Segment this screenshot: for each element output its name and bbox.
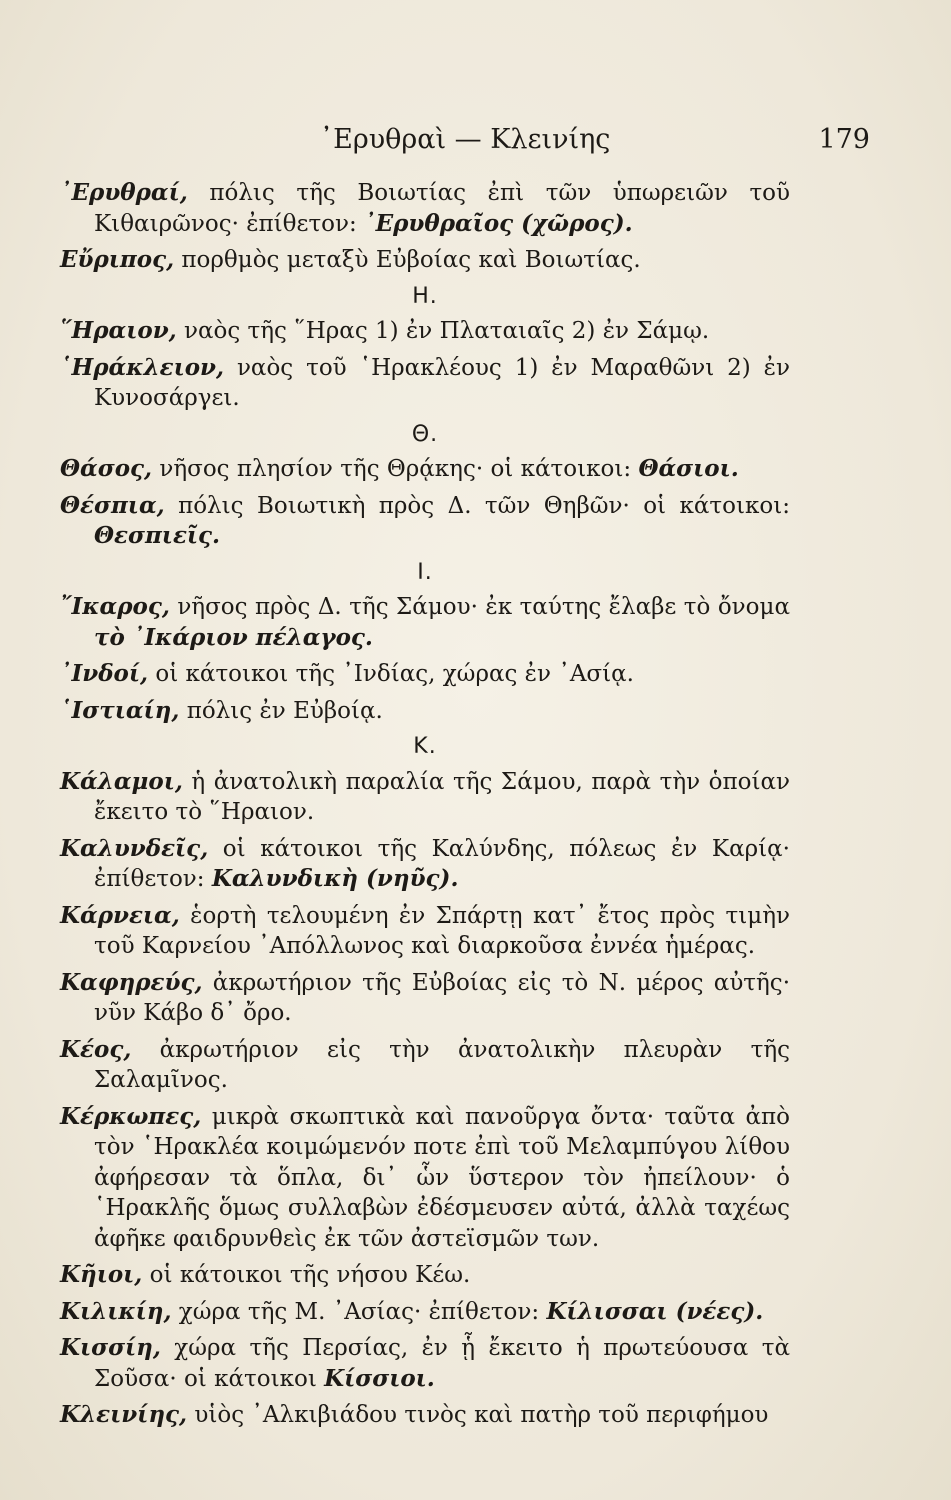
entry-description: νῆσος πλησίον τῆς Θρᾴκης· οἱ κάτοικοι:: [152, 456, 639, 482]
glossary-entry: [60, 968, 790, 1029]
glossary-entry: [60, 1297, 790, 1328]
entry-description: πόλις ἐν Εὐβοίᾳ.: [179, 697, 383, 724]
entry-term: Κέρκωπες,: [60, 1102, 202, 1130]
glossary-entry: [60, 1102, 790, 1255]
entry-term: Εὔριπος,: [60, 246, 175, 273]
entry-term: Καλυνδεῖς,: [60, 834, 209, 862]
entry-description: πορθμὸς μεταξὺ Εὐβοίας καὶ Βοιωτίας.: [174, 247, 641, 273]
entry-description: πόλις τῆς Βοιωτίας ἐπὶ τῶν ὑπωρειῶν τοῦ Κιθαιρῶνος· ἐπίθετον:: [94, 180, 790, 237]
entry-description: μικρὰ σκωπτικὰ καὶ πανοῦργα ὄντα· ταῦτα ἀπὸ τὸν ῾Ηρακλέα κοιμώμενόν ποτε ἐπὶ τοῦ Μελαμπύγου λίθου ἀφήρεσαν τὰ ὅπλα, δι᾽ ὧν ὕστερον τὸν ἠπείλουν· ὁ ῾Ηρακλῆς ὅμως συλλαβὼν ἐδέσμευσεν αὐτά, ἀλλὰ ταχέως ἀφῆκε φαιδρυνθεὶς ἐκ τῶν ἀστεϊσμῶν των.: [94, 1103, 790, 1252]
glossary-entry: [60, 178, 790, 239]
glossary-entry: [60, 491, 790, 552]
entry-term: ᾽Ινδοί,: [60, 660, 149, 687]
entry-term: Κισσίη,: [60, 1334, 161, 1361]
entry-term: Θάσος,: [60, 455, 153, 482]
running-title: ᾽Ερυθραὶ — Κλεινίης: [319, 124, 611, 155]
entry-term: Θέσπια,: [60, 491, 165, 519]
entry-description: οἱ κάτοικοι τῆς ᾽Ινδίας, χώρας ἐν ᾽Ασίᾳ.: [148, 661, 634, 687]
entry-description: ἑορτὴ τελουμένη ἐν Σπάρτῃ κατ᾽ ἔτος πρὸς τιμὴν τοῦ Καρνείου ᾽Απόλλωνος καὶ διαρκοῦσα ἐννέα ἡμέρας.: [94, 902, 790, 959]
page-number: 179: [818, 124, 870, 155]
section-letter: Κ.: [413, 734, 437, 759]
entry-term: Κλεινίης,: [60, 1401, 188, 1428]
entry-description: ναὸς τοῦ ῾Ηρακλέους 1) ἐν Μαραθῶνι 2) ἐν Κυνοσάργει.: [94, 354, 790, 411]
glossary-entry: [60, 316, 790, 347]
entry-term: ῞Ηραιον,: [60, 317, 177, 344]
entry-gloss: τὸ ᾽Ικάριον πέλαγος.: [94, 623, 373, 651]
glossary-entry: [60, 1400, 790, 1431]
glossary-entry: [60, 696, 790, 727]
entry-gloss: Κίλισσαι (νέες).: [546, 1297, 764, 1325]
glossary-body: [60, 178, 790, 1437]
entry-description: οἱ κάτοικοι τῆς Καλύνδης, πόλεως ἐν Καρίᾳ· ἐπίθετον:: [94, 835, 790, 892]
entry-term: ῎Ικαρος,: [60, 593, 170, 620]
entry-term: Κιλικίη,: [60, 1297, 172, 1325]
section-letter: Ι.: [417, 559, 433, 585]
glossary-entry: [60, 834, 790, 895]
entry-description: χώρα τῆς Περσίας, ἐν ᾗ ἔκειτο ἡ πρωτεύουσα τὰ Σοῦσα· οἱ κάτοικοι: [94, 1335, 790, 1392]
entry-description: ἡ ἀνατολικὴ παραλία τῆς Σάμου, παρὰ τὴν ὁποίαν ἔκειτο τὸ ῞Ηραιον.: [94, 768, 790, 825]
entry-gloss: ᾽Ερυθραῖος (χῶρος).: [364, 209, 633, 237]
glossary-entry: [60, 659, 790, 690]
entry-term: Κῆιοι,: [60, 1261, 143, 1288]
entry-gloss: Θάσιοι.: [638, 455, 739, 482]
glossary-entry: [60, 901, 790, 962]
glossary-entry: [60, 1260, 790, 1291]
entry-description: ἀκρωτήριον εἰς τὴν ἀνατολικὴν πλευρὰν τῆς Σαλαμῖνος.: [94, 1036, 790, 1093]
entry-gloss: Καλυνδικὴ (νηῦς).: [211, 865, 459, 892]
entry-description: ἀκρωτήριον τῆς Εὐβοίας εἰς τὸ Ν. μέρος αὐτῆς· νῦν Κάβο δ᾽ ὄρο.: [94, 969, 790, 1026]
entry-term: Κάλαμοι,: [60, 767, 183, 795]
section-letter: Θ.: [411, 421, 439, 447]
entry-term: Κέος,: [60, 1035, 132, 1063]
entry-term: Κάρνεια,: [60, 901, 180, 929]
entry-term: ᾽Ερυθραί,: [60, 179, 188, 206]
glossary-entry: [60, 767, 790, 828]
entry-gloss: Θεσπιεῖς.: [94, 522, 221, 549]
page-header: [60, 118, 870, 162]
entry-term: ῾Ιστιαίη,: [60, 696, 180, 724]
entry-description: υἱὸς ᾽Αλκιβιάδου τινὸς καὶ πατὴρ τοῦ περιφήμου: [187, 1402, 769, 1428]
glossary-entry: [60, 1333, 790, 1394]
entry-description: χώρα τῆς Μ. ᾽Ασίας· ἐπίθετον:: [171, 1298, 547, 1325]
section-letter: Η.: [412, 283, 438, 309]
glossary-entry: [60, 245, 790, 276]
glossary-entry: [60, 353, 790, 414]
entry-description: οἱ κάτοικοι τῆς νήσου Κέω.: [142, 1262, 471, 1288]
entry-description: ναὸς τῆς ῞Ηρας 1) ἐν Πλαταιαῖς 2) ἐν Σάμῳ.: [176, 318, 710, 344]
entry-term: Καφηρεύς,: [60, 968, 203, 996]
entry-gloss: Κίσσιοι.: [324, 1364, 435, 1392]
glossary-entry: [60, 592, 790, 653]
glossary-entry: [60, 1035, 790, 1096]
entry-description: πόλις Βοιωτικὴ πρὸς Δ. τῶν Θηβῶν· οἱ κάτοικοι:: [164, 492, 790, 519]
glossary-entry: [60, 454, 790, 485]
entry-description: νῆσος πρὸς Δ. τῆς Σάμου· ἐκ ταύτης ἔλαβε τὸ ὄνομα: [169, 594, 790, 620]
entry-term: ῾Ηράκλειον,: [60, 353, 225, 381]
